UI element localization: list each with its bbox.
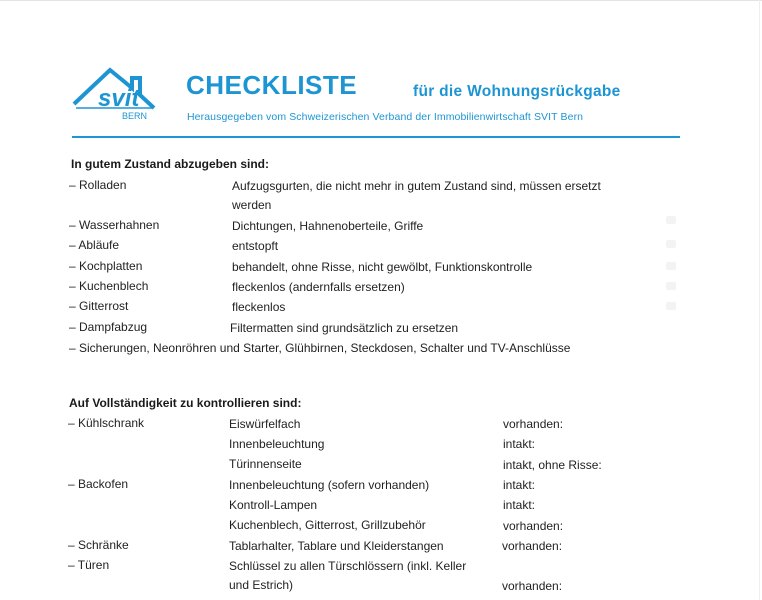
row-eiswuerfelfach-status: vorhanden: (503, 417, 564, 431)
row-kontroll-lampen-status: intakt: (503, 498, 536, 512)
row-zubehoer-detail: Kuchenblech, Gitterrost, Grillzubehör (229, 518, 426, 532)
page-right-border (759, 0, 760, 600)
page-top-border (0, 0, 762, 1)
row-kontroll-lampen-detail: Kontroll-Lampen (229, 498, 318, 512)
item-rolladen-detail: Aufzugsgurten, die nicht mehr in gutem Zustand sind, müssen ersetzt (232, 179, 601, 193)
item-kuchenblech-detail: fleckenlos (andernfalls ersetzen) (232, 280, 405, 294)
row-eiswuerfelfach-detail: Eiswürfelfach (229, 417, 301, 431)
row-backofen-innenbeleuchtung-status: intakt: (503, 478, 536, 492)
scan-artifact (666, 282, 676, 290)
section1-heading: In gutem Zustand abzugeben sind: (71, 157, 269, 171)
row-tueren-detail-cont: und Estrich) (229, 578, 294, 592)
row-innenbeleuchtung-detail: Innenbeleuchtung (229, 437, 325, 451)
row-schraenke-label: – Schränke (68, 538, 129, 552)
item-gitterrost-detail: fleckenlos (232, 300, 286, 314)
title-main: CHECKLISTE (186, 70, 358, 100)
item-sicherungen-label: – Sicherungen, Neonröhren und Starter, Glühbirnen, Steckdosen, Schalter und TV-Anschlüsse (69, 341, 571, 355)
row-innenbeleuchtung-status: intakt: (503, 437, 536, 451)
item-rolladen-detail-cont: werden (232, 198, 272, 212)
title-sub: für die Wohnungsrückgabe (413, 83, 621, 100)
item-wasserhahnen-detail: Dichtungen, Hahnenoberteile, Griffe (232, 219, 424, 233)
section2-heading: Auf Vollständigkeit zu kontrollieren sind: (69, 396, 302, 410)
scan-artifact (666, 302, 676, 310)
header-rule (72, 136, 680, 138)
row-schraenke-status: vorhanden: (502, 539, 563, 553)
scan-artifact (666, 240, 676, 248)
row-schraenke-detail: Tablarhalter, Tablare und Kleiderstangen (229, 539, 444, 553)
item-dampfabzug-label: – Dampfabzug (69, 320, 148, 334)
item-kochplatten-detail: behandelt, ohne Risse, nicht gewölbt, Funktionskontrolle (232, 260, 533, 274)
item-wasserhahnen-label: – Wasserhahnen (69, 218, 160, 232)
row-zubehoer-status: vorhanden: (503, 519, 564, 533)
item-dampfabzug-detail: Filtermatten sind grundsätzlich zu ersetzen (230, 321, 459, 335)
item-kuchenblech-label: – Kuchenblech (69, 279, 149, 293)
row-backofen-innenbeleuchtung-detail: Innenbeleuchtung (sofern vorhanden) (229, 478, 430, 492)
logo-city: BERN (122, 111, 148, 121)
svit-logo (72, 66, 156, 122)
subtitle: Herausgegeben vom Schweizerischen Verband der Immobilienwirtschaft SVIT Bern (187, 111, 584, 123)
logo-word: svit (98, 85, 140, 112)
scan-artifact (666, 262, 676, 270)
scan-artifact (666, 216, 676, 224)
item-ablaeufe-detail: entstopft (232, 239, 279, 253)
row-tuerinnenseite-detail: Türinnenseite (229, 457, 302, 471)
row-tueren-detail: Schlüssel zu allen Türschlössern (inkl. Keller (229, 559, 467, 573)
item-kochplatten-label: – Kochplatten (69, 259, 143, 273)
item-ablaeufe-label: – Abläufe (69, 238, 120, 252)
item-gitterrost-label: – Gitterrost (69, 299, 129, 313)
row-tuerinnenseite-status: intakt, ohne Risse: (503, 458, 602, 472)
row-tueren-status: vorhanden: (502, 579, 563, 593)
row-kuehlschrank-label: – Kühlschrank (68, 416, 145, 430)
item-rolladen-label: – Rolladen (69, 178, 127, 192)
row-tueren-label: – Türen (68, 558, 110, 572)
row-backofen-label: – Backofen (68, 477, 129, 491)
